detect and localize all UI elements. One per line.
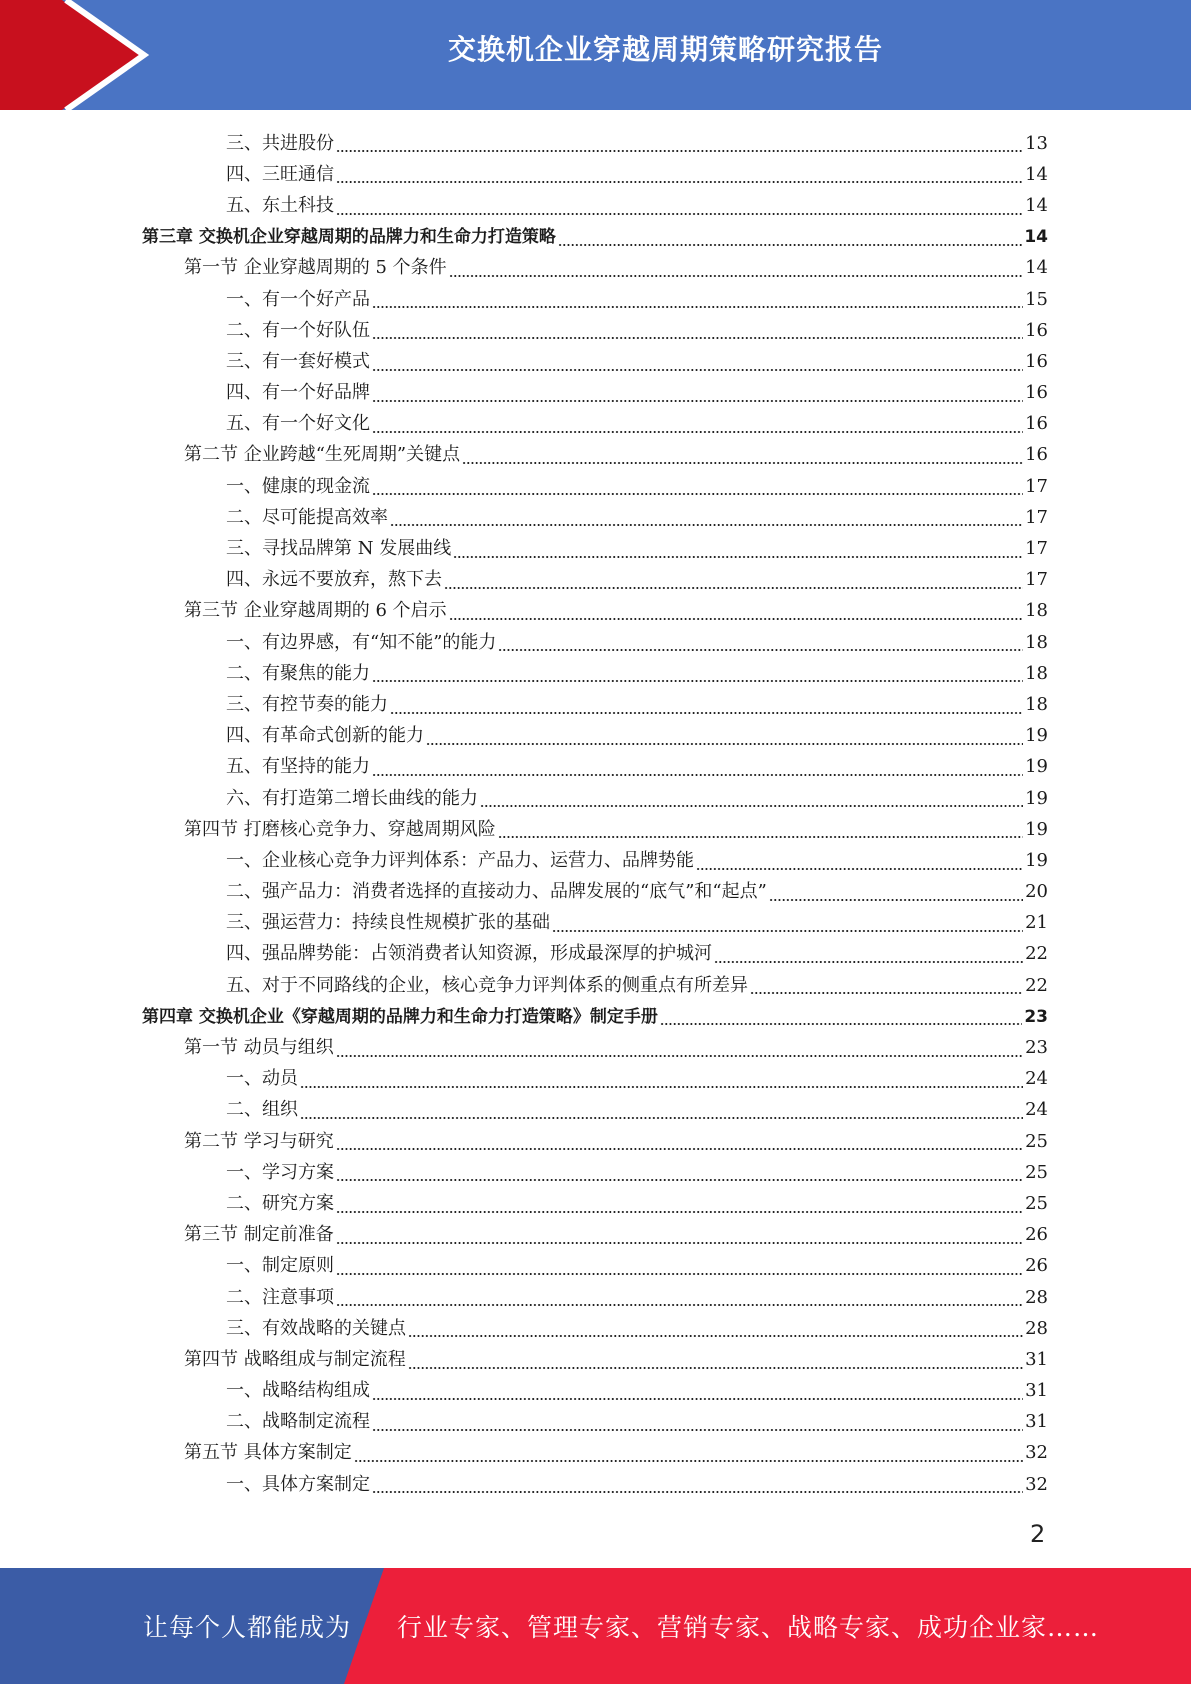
toc-entry-title: 四、强品牌势能：占领消费者认知资源，形成最深厚的护城河	[226, 943, 712, 965]
toc-entry-item[interactable]	[142, 721, 1048, 752]
toc-dot-leader	[336, 1304, 1023, 1306]
toc-entry-page: 14	[1025, 194, 1048, 216]
toc-entry-page: 24	[1025, 1099, 1048, 1121]
toc-entry-title: 四、有一个好品牌	[226, 382, 370, 404]
toc-dot-leader	[336, 213, 1023, 215]
toc-entry-title: 三、有一套好模式	[226, 350, 370, 372]
toc-entry-title: 二、注意事项	[226, 1286, 334, 1308]
toc-dot-leader	[408, 1367, 1023, 1369]
toc-dot-leader	[336, 150, 1023, 152]
toc-entry-page: 18	[1025, 631, 1048, 653]
toc-entry-item[interactable]	[142, 1313, 1048, 1344]
toc-entry-item[interactable]	[142, 1157, 1048, 1188]
footer-slogan-right: 行业专家、管理专家、营销专家、战略专家、成功企业家……	[397, 1613, 1100, 1642]
toc-dot-leader	[552, 930, 1023, 932]
toc-entry-page: 26	[1025, 1224, 1048, 1246]
toc-entry-item[interactable]	[142, 845, 1048, 876]
toc-entry-page: 15	[1025, 288, 1048, 310]
toc-entry-page: 25	[1025, 1192, 1048, 1214]
toc-entry-item[interactable]	[142, 409, 1048, 440]
toc-dot-leader	[372, 431, 1023, 433]
toc-dot-leader	[300, 1117, 1023, 1119]
toc-dot-leader	[336, 1273, 1023, 1275]
toc-entry-page: 24	[1025, 1068, 1048, 1090]
toc-entry-title: 一、动员	[226, 1068, 298, 1090]
toc-dot-leader	[372, 493, 1023, 495]
toc-entry-item[interactable]	[142, 190, 1048, 221]
toc-entry-item[interactable]	[142, 1188, 1048, 1219]
toc-entry-title: 二、有一个好队伍	[226, 319, 370, 341]
toc-entry-item[interactable]	[142, 533, 1048, 564]
toc-entry-page: 19	[1025, 787, 1048, 809]
toc-entry-item[interactable]	[142, 689, 1048, 720]
toc-entry-page: 17	[1025, 569, 1048, 591]
toc-entry-title: 第二节 企业跨越“生死周期”关键点	[184, 444, 461, 466]
toc-dot-leader	[462, 462, 1023, 464]
toc-entry-page: 19	[1025, 725, 1048, 747]
toc-entry-title: 三、寻找品牌第 N 发展曲线	[226, 538, 452, 560]
toc-entry-item[interactable]	[142, 783, 1048, 814]
toc-entry-title: 一、学习方案	[226, 1161, 334, 1183]
toc-entry-page: 31	[1025, 1411, 1048, 1433]
toc-dot-leader	[336, 1055, 1023, 1057]
toc-entry-section[interactable]	[142, 1344, 1048, 1375]
toc-entry-title: 一、具体方案制定	[226, 1473, 370, 1495]
toc-entry-page: 19	[1025, 756, 1048, 778]
toc-entry-page: 20	[1025, 881, 1048, 903]
toc-entry-section[interactable]	[142, 253, 1048, 284]
toc-entry-item[interactable]	[142, 627, 1048, 658]
toc-dot-leader	[390, 712, 1023, 714]
toc-entry-title: 三、共进股份	[226, 132, 334, 154]
toc-entry-item[interactable]	[142, 1407, 1048, 1438]
toc-entry-title: 二、研究方案	[226, 1192, 334, 1214]
toc-entry-section[interactable]	[142, 596, 1048, 627]
toc-dot-leader	[372, 680, 1023, 682]
toc-entry-title: 第一节 动员与组织	[184, 1037, 334, 1059]
toc-dot-leader	[372, 337, 1023, 339]
toc-entry-title: 五、对于不同路线的企业，核心竞争力评判体系的侧重点有所差异	[226, 974, 748, 996]
page-number: 2	[1030, 1520, 1046, 1548]
toc-dot-leader	[696, 868, 1023, 870]
toc-dot-leader	[336, 181, 1023, 183]
toc-entry-chapter[interactable]	[142, 1001, 1048, 1032]
toc-entry-title: 第一节 企业穿越周期的 5 个条件	[184, 257, 447, 279]
toc-entry-page: 25	[1025, 1161, 1048, 1183]
toc-entry-page: 18	[1025, 662, 1048, 684]
toc-entry-page: 13	[1025, 132, 1048, 154]
toc-entry-item[interactable]	[142, 752, 1048, 783]
toc-dot-leader	[372, 400, 1023, 402]
toc-entry-title: 一、战略结构组成	[226, 1380, 370, 1402]
toc-entry-item[interactable]	[142, 1469, 1048, 1500]
toc-entry-page: 31	[1025, 1348, 1048, 1370]
page-header	[0, 0, 1191, 110]
toc-entry-section[interactable]	[142, 1220, 1048, 1251]
toc-entry-item[interactable]	[142, 877, 1048, 908]
toc-entry-section[interactable]	[142, 814, 1048, 845]
toc-dot-leader	[498, 649, 1023, 651]
footer-slogan-left: 让每个人都能成为	[143, 1613, 352, 1642]
toc-entry-title: 一、有边界感，有“知不能”的能力	[226, 631, 497, 653]
toc-entry-page: 16	[1025, 382, 1048, 404]
toc-entry-page: 14	[1025, 163, 1048, 185]
toc-entry-title: 二、尽可能提高效率	[226, 506, 388, 528]
toc-entry-item[interactable]	[142, 939, 1048, 970]
toc-dot-leader	[453, 556, 1023, 558]
toc-entry-page: 25	[1025, 1130, 1048, 1152]
toc-dot-leader	[354, 1460, 1023, 1462]
toc-entry-item[interactable]	[142, 471, 1048, 502]
toc-entry-page: 22	[1025, 974, 1048, 996]
toc-entry-item[interactable]	[142, 128, 1048, 159]
toc-dot-leader	[372, 1491, 1023, 1493]
toc-entry-page: 16	[1025, 319, 1048, 341]
toc-dot-leader	[336, 1179, 1023, 1181]
toc-entry-page: 22	[1025, 943, 1048, 965]
toc-entry-page: 19	[1025, 818, 1048, 840]
toc-dot-leader	[558, 244, 1022, 246]
toc-entry-section[interactable]	[142, 1438, 1048, 1469]
toc-entry-item[interactable]	[142, 908, 1048, 939]
toc-entry-item[interactable]	[142, 378, 1048, 409]
toc-entry-title: 一、制定原则	[226, 1255, 334, 1277]
toc-dot-leader	[714, 961, 1023, 963]
toc-entry-title: 一、有一个好产品	[226, 288, 370, 310]
toc-dot-leader	[390, 524, 1023, 526]
toc-entry-page: 14	[1024, 227, 1048, 248]
toc-entry-item[interactable]	[142, 315, 1048, 346]
toc-entry-title: 四、有革命式创新的能力	[226, 725, 424, 747]
toc-entry-title: 六、有打造第二增长曲线的能力	[226, 787, 478, 809]
toc-dot-leader	[372, 369, 1023, 371]
toc-entry-page: 16	[1025, 413, 1048, 435]
toc-entry-page: 21	[1025, 912, 1048, 934]
toc-entry-item[interactable]	[142, 1064, 1048, 1095]
toc-entry-item[interactable]	[142, 658, 1048, 689]
toc-entry-title: 四、永远不要放弃，熬下去	[226, 569, 442, 591]
toc-dot-leader	[300, 1086, 1023, 1088]
toc-entry-page: 18	[1025, 693, 1048, 715]
toc-entry-title: 一、企业核心竞争力评判体系：产品力、运营力、品牌势能	[226, 849, 694, 871]
toc-entry-title: 四、三旺通信	[226, 163, 334, 185]
toc-dot-leader	[660, 1023, 1022, 1025]
toc-entry-item[interactable]	[142, 502, 1048, 533]
toc-dot-leader	[769, 899, 1023, 901]
toc-entry-item[interactable]	[142, 1282, 1048, 1313]
toc-entry-title: 五、有坚持的能力	[226, 756, 370, 778]
toc-entry-page: 17	[1025, 475, 1048, 497]
toc-entry-item[interactable]	[142, 159, 1048, 190]
toc-dot-leader	[444, 587, 1023, 589]
toc-entry-title: 三、有控节奏的能力	[226, 693, 388, 715]
toc-dot-leader	[480, 805, 1023, 807]
toc-entry-page: 16	[1025, 444, 1048, 466]
toc-entry-item[interactable]	[142, 346, 1048, 377]
toc-entry-title: 三、强运营力：持续良性规模扩张的基础	[226, 912, 550, 934]
toc-entry-page: 32	[1025, 1442, 1048, 1464]
toc-entry-chapter[interactable]	[142, 222, 1048, 253]
toc-entry-page: 23	[1024, 1006, 1048, 1027]
toc-entry-page: 17	[1025, 506, 1048, 528]
toc-entry-page: 32	[1025, 1473, 1048, 1495]
toc-dot-leader	[372, 774, 1023, 776]
toc-entry-item[interactable]	[142, 1095, 1048, 1126]
toc-dot-leader	[426, 743, 1023, 745]
toc-entry-title: 二、强产品力：消费者选择的直接动力、品牌发展的“底气”和“起点”	[226, 881, 767, 903]
page-footer	[0, 1568, 1191, 1684]
toc-dot-leader	[408, 1335, 1023, 1337]
toc-entry-title: 第三节 企业穿越周期的 6 个启示	[184, 600, 447, 622]
toc-dot-leader	[372, 1429, 1023, 1431]
toc-entry-title: 二、战略制定流程	[226, 1411, 370, 1433]
toc-entry-page: 23	[1025, 1037, 1048, 1059]
toc-dot-leader	[498, 836, 1023, 838]
table-of-contents	[142, 128, 1048, 1500]
toc-entry-page: 31	[1025, 1380, 1048, 1402]
toc-entry-item[interactable]	[142, 970, 1048, 1001]
toc-dot-leader	[336, 1242, 1023, 1244]
toc-dot-leader	[449, 275, 1023, 277]
toc-entry-item[interactable]	[142, 1376, 1048, 1407]
toc-entry-title: 五、有一个好文化	[226, 413, 370, 435]
toc-entry-section[interactable]	[142, 1032, 1048, 1063]
toc-dot-leader	[336, 1148, 1023, 1150]
toc-entry-title: 第四节 战略组成与制定流程	[184, 1348, 406, 1370]
toc-entry-title: 第二节 学习与研究	[184, 1130, 334, 1152]
toc-entry-title: 一、健康的现金流	[226, 475, 370, 497]
toc-entry-section[interactable]	[142, 1126, 1048, 1157]
toc-entry-title: 二、有聚焦的能力	[226, 662, 370, 684]
toc-entry-item[interactable]	[142, 284, 1048, 315]
toc-entry-page: 16	[1025, 350, 1048, 372]
toc-entry-title: 二、组织	[226, 1099, 298, 1121]
toc-entry-title: 三、有效战略的关键点	[226, 1317, 406, 1339]
toc-dot-leader	[372, 306, 1023, 308]
toc-dot-leader	[336, 1211, 1023, 1213]
toc-dot-leader	[750, 992, 1023, 994]
toc-entry-title: 第四节 打磨核心竞争力、穿越周期风险	[184, 818, 496, 840]
toc-entry-item[interactable]	[142, 1251, 1048, 1282]
toc-entry-page: 17	[1025, 538, 1048, 560]
toc-entry-title: 第五节 具体方案制定	[184, 1442, 352, 1464]
toc-entry-page: 14	[1025, 257, 1048, 279]
toc-entry-page: 26	[1025, 1255, 1048, 1277]
toc-entry-page: 18	[1025, 600, 1048, 622]
toc-dot-leader	[449, 618, 1023, 620]
toc-entry-item[interactable]	[142, 565, 1048, 596]
toc-entry-page: 19	[1025, 849, 1048, 871]
toc-entry-title: 第四章 交换机企业《穿越周期的品牌力和生命力打造策略》制定手册	[142, 1006, 658, 1027]
toc-entry-page: 28	[1025, 1286, 1048, 1308]
toc-dot-leader	[372, 1398, 1023, 1400]
toc-entry-title: 五、东土科技	[226, 194, 334, 216]
toc-entry-page: 28	[1025, 1317, 1048, 1339]
report-title: 交换机企业穿越周期策略研究报告	[447, 33, 883, 66]
toc-entry-section[interactable]	[142, 440, 1048, 471]
toc-entry-title: 第三节 制定前准备	[184, 1224, 334, 1246]
toc-entry-title: 第三章 交换机企业穿越周期的品牌力和生命力打造策略	[142, 227, 556, 248]
